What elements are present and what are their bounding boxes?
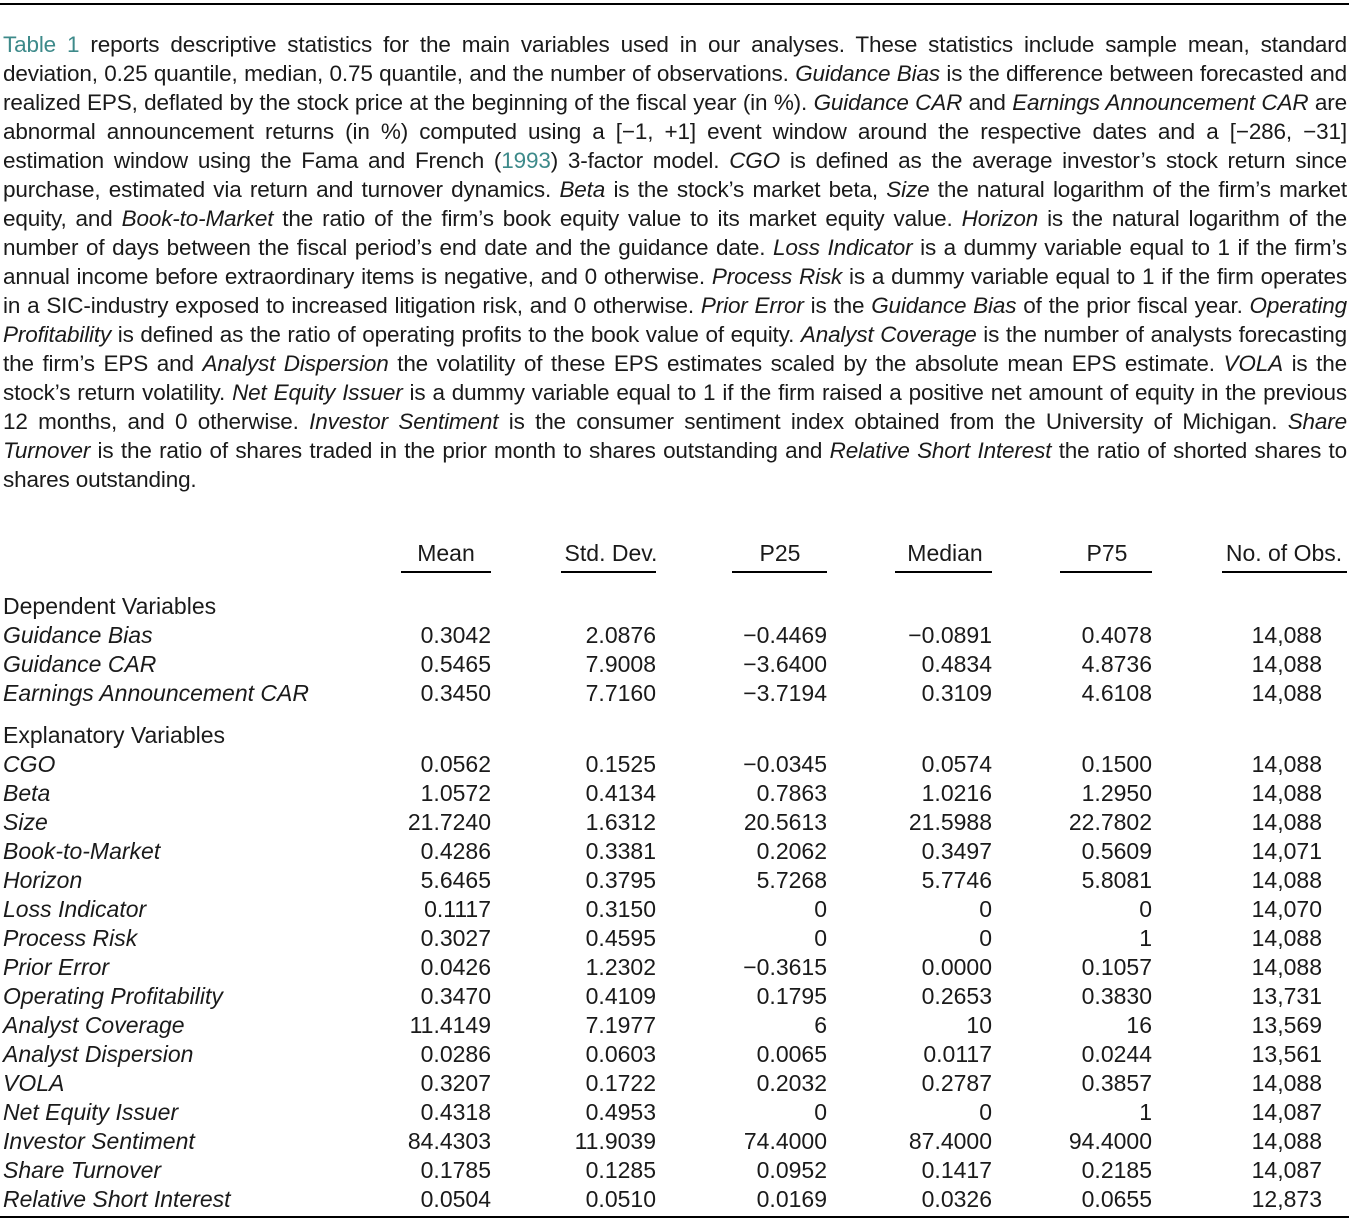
- caption-text: is a dummy variable equal to 1 if the firm operates in a SIC-industry exposed to increased litigation risk, and 0 otherwise.: [3, 264, 1347, 318]
- caption-text: ) 3-factor model.: [550, 148, 730, 173]
- cell-p25: −3.7194: [743, 680, 827, 706]
- row-label: Size: [3, 809, 48, 835]
- table-row: [0, 982, 1349, 1011]
- caption-text: and: [962, 90, 1013, 115]
- variable-name-text: Guidance Bias: [871, 293, 1017, 318]
- caption-text: is the difference between forecasted and realized EPS, deflated by the stock price at the beginning of the fiscal year (in %).: [3, 61, 1347, 115]
- citation-link[interactable]: 1993: [501, 148, 551, 173]
- caption-text: is defined as the average investor’s stock return since purchase, estimated via return and turnover dynamics.: [3, 148, 1347, 202]
- caption-text: of the prior fiscal year.: [1016, 293, 1250, 318]
- cell-p75: 16: [1126, 1012, 1152, 1038]
- variable-name-text: Earnings Announcement CAR: [1012, 90, 1309, 115]
- column-header-rule: [732, 571, 827, 573]
- row-label: CGO: [3, 751, 56, 777]
- cell-p25: −0.4469: [743, 622, 827, 648]
- column-header-rule: [401, 571, 491, 573]
- table-row: [0, 679, 1349, 708]
- caption-text: is the stock’s return volatility.: [3, 351, 1347, 405]
- cell-no-of-obs: 14,088: [1251, 867, 1322, 893]
- cell-p75: 94.4000: [1068, 1128, 1152, 1154]
- cell-std-dev: 1.2302: [585, 954, 656, 980]
- cell-p75: 4.6108: [1081, 680, 1152, 706]
- cell-mean: 21.7240: [407, 809, 491, 835]
- caption-text: is the: [803, 293, 872, 318]
- caption-text: is the number of analysts forecasting the firm’s EPS and: [3, 322, 1347, 376]
- row-label: Earnings Announcement CAR: [3, 680, 309, 706]
- cell-median: 0.3109: [921, 680, 992, 706]
- variable-name-text: Net Equity Issuer: [232, 380, 403, 405]
- cell-no-of-obs: 14,088: [1251, 780, 1322, 806]
- caption-text: reports descriptive statistics for the main variables used in our analyses. These statistics include sample mean, standard deviation, 0.25 quantile, median, 0.75 quantile, and the number of observations.: [3, 32, 1348, 86]
- caption-text: the ratio of the firm’s book equity value to its market equity value.: [273, 206, 962, 231]
- cell-std-dev: 0.1722: [585, 1070, 656, 1096]
- table-row: [0, 1185, 1349, 1214]
- cell-std-dev: 7.7160: [585, 680, 656, 706]
- section-heading: Explanatory Variables: [3, 722, 226, 748]
- cell-p75: 0.0655: [1081, 1186, 1152, 1212]
- top-rule: [0, 3, 1349, 5]
- cell-p25: −0.3615: [743, 954, 827, 980]
- cell-mean: 0.0562: [420, 751, 491, 777]
- cell-no-of-obs: 14,088: [1251, 809, 1322, 835]
- cell-p25: 0: [814, 896, 827, 922]
- variable-name-text: Guidance Bias: [795, 61, 940, 86]
- cell-p75: 0.3830: [1081, 983, 1152, 1009]
- column-header-rule: [1222, 571, 1347, 573]
- cell-p25: −3.6400: [743, 651, 827, 677]
- table-row: [0, 750, 1349, 779]
- row-label: Process Risk: [3, 925, 138, 951]
- cell-p75: 0.5609: [1081, 838, 1152, 864]
- row-label: Net Equity Issuer: [3, 1099, 179, 1125]
- cell-mean: 0.0504: [420, 1186, 491, 1212]
- cell-p75: 0.1057: [1081, 954, 1152, 980]
- cell-no-of-obs: 14,088: [1251, 651, 1322, 677]
- table-row: [0, 621, 1349, 650]
- cell-p75: 0.0244: [1081, 1041, 1152, 1067]
- caption-text: the natural logarithm of the firm’s market equity, and: [3, 177, 1347, 231]
- caption-text: is defined as the ratio of operating profits to the book value of equity.: [111, 322, 801, 347]
- cell-std-dev: 0.4595: [585, 925, 656, 951]
- cell-p75: 4.8736: [1081, 651, 1152, 677]
- cell-std-dev: 0.4109: [585, 983, 656, 1009]
- cell-p25: 0: [814, 1099, 827, 1125]
- cell-no-of-obs: 14,088: [1251, 622, 1322, 648]
- cell-p75: 22.7802: [1068, 809, 1152, 835]
- table-row: [0, 1156, 1349, 1185]
- caption-text: is the ratio of shares traded in the prior month to shares outstanding and: [90, 438, 830, 463]
- cell-std-dev: 0.0510: [585, 1186, 656, 1212]
- cell-median: 0.2787: [921, 1070, 992, 1096]
- variable-name-text: Analyst Coverage: [800, 322, 977, 347]
- variable-name-text: Share Turnover: [3, 409, 1347, 463]
- cell-std-dev: 0.4134: [585, 780, 656, 806]
- cell-mean: 0.1785: [420, 1157, 491, 1183]
- cell-p75: 0.1500: [1081, 751, 1152, 777]
- cell-p75: 0.4078: [1081, 622, 1152, 648]
- cell-p25: 0.2062: [756, 838, 827, 864]
- cell-p25: 0.7863: [756, 780, 827, 806]
- cell-mean: 84.4303: [407, 1128, 491, 1154]
- caption-body: [3, 32, 1347, 492]
- cell-std-dev: 7.1977: [585, 1012, 656, 1038]
- cell-mean: 0.4286: [420, 838, 491, 864]
- variable-name-text: VOLA: [1223, 351, 1283, 376]
- row-label: Guidance CAR: [3, 651, 157, 677]
- table-row: [0, 650, 1349, 679]
- cell-mean: 1.0572: [420, 780, 491, 806]
- cell-median: −0.0891: [908, 622, 992, 648]
- cell-no-of-obs: 12,873: [1251, 1186, 1322, 1212]
- cell-no-of-obs: 13,731: [1251, 983, 1322, 1009]
- cell-median: 0.0574: [921, 751, 992, 777]
- table-caption: [3, 30, 1347, 494]
- cell-no-of-obs: 14,088: [1251, 925, 1322, 951]
- variable-name-text: Beta: [559, 177, 606, 202]
- cell-mean: 0.3027: [420, 925, 491, 951]
- cell-median: 0.0326: [921, 1186, 992, 1212]
- variable-name-text: Operating Profitability: [3, 293, 1348, 347]
- column-header-rule: [1060, 571, 1152, 573]
- caption-text: the ratio of shorted shares to shares outstanding.: [3, 438, 1348, 492]
- variable-name-text: CGO: [729, 148, 781, 173]
- cell-no-of-obs: 14,088: [1251, 680, 1322, 706]
- cell-mean: 0.0426: [420, 954, 491, 980]
- caption-text: is a dummy variable equal to 1 if the firm’s annual income before extraordinary items is negative, and 0 otherwise.: [3, 235, 1347, 289]
- variable-name-text: Prior Error: [700, 293, 804, 318]
- column-header-p75: P75: [1086, 540, 1128, 566]
- row-label: Loss Indicator: [3, 896, 147, 922]
- cell-mean: 0.3207: [420, 1070, 491, 1096]
- row-label: Operating Profitability: [3, 983, 223, 1009]
- table-reference-link[interactable]: Table 1: [3, 32, 80, 57]
- variable-name-text: Analyst Dispersion: [202, 351, 389, 376]
- cell-median: 0.4834: [921, 651, 992, 677]
- cell-p25: 0.0169: [756, 1186, 827, 1212]
- variable-name-text: Loss Indicator: [772, 235, 913, 260]
- cell-std-dev: 0.0603: [585, 1041, 656, 1067]
- table-row: [0, 924, 1349, 953]
- cell-p75: 1.2950: [1081, 780, 1152, 806]
- cell-std-dev: 0.4953: [585, 1099, 656, 1125]
- table-row: [0, 895, 1349, 924]
- cell-no-of-obs: 14,087: [1251, 1157, 1322, 1183]
- cell-std-dev: 0.1285: [585, 1157, 656, 1183]
- cell-std-dev: 0.1525: [585, 751, 656, 777]
- variable-name-text: Process Risk: [711, 264, 843, 289]
- cell-p25: 0.1795: [756, 983, 827, 1009]
- cell-p75: 1: [1139, 1099, 1152, 1125]
- cell-mean: 0.4318: [420, 1099, 491, 1125]
- cell-p25: 0.0952: [756, 1157, 827, 1183]
- row-label: Investor Sentiment: [3, 1128, 195, 1154]
- cell-no-of-obs: 13,561: [1251, 1041, 1322, 1067]
- cell-mean: 0.0286: [420, 1041, 491, 1067]
- column-header-no-of-obs: No. of Obs.: [1225, 540, 1343, 566]
- cell-median: 0: [979, 925, 992, 951]
- cell-median: 0.1417: [921, 1157, 992, 1183]
- cell-p75: 5.8081: [1081, 867, 1152, 893]
- row-label: Guidance Bias: [3, 622, 153, 648]
- caption-text: is the stock’s market beta,: [605, 177, 887, 202]
- cell-median: 21.5988: [908, 809, 992, 835]
- column-header-median: Median: [907, 540, 983, 566]
- column-header-rule: [895, 571, 992, 573]
- cell-p75: 0.2185: [1081, 1157, 1152, 1183]
- caption-text: is the natural logarithm of the number of days between the fiscal period’s end date and the guidance date.: [3, 206, 1347, 260]
- table-row: [0, 808, 1349, 837]
- cell-p25: 6: [814, 1012, 827, 1038]
- table-row: [0, 1069, 1349, 1098]
- row-label: Book-to-Market: [3, 838, 161, 864]
- table-row: [0, 953, 1349, 982]
- variable-name-text: Investor Sentiment: [309, 409, 499, 434]
- cell-mean: 0.5465: [420, 651, 491, 677]
- cell-std-dev: 11.9039: [574, 1128, 656, 1154]
- row-label: Beta: [3, 780, 51, 806]
- bottom-rule: [0, 1216, 1349, 1218]
- cell-mean: 0.3470: [420, 983, 491, 1009]
- table-row: [0, 1098, 1349, 1127]
- cell-mean: 0.3042: [420, 622, 491, 648]
- cell-no-of-obs: 14,088: [1251, 751, 1322, 777]
- caption-text: is the consumer sentiment index obtained from the University of Michigan.: [498, 409, 1288, 434]
- table-row: [0, 866, 1349, 895]
- caption-text: are abnormal announcement returns (in %) computed using a [−1, +1] event window around the respective dates and a [−286, −31] estimation window using the Fama and French (: [3, 90, 1348, 173]
- caption-text: the volatility of these EPS estimates scaled by the absolute mean EPS estimate.: [388, 351, 1224, 376]
- cell-p25: 20.5613: [743, 809, 827, 835]
- cell-p25: 0.0065: [756, 1041, 827, 1067]
- row-label: Analyst Dispersion: [3, 1041, 194, 1067]
- row-label: Relative Short Interest: [3, 1186, 231, 1212]
- cell-p75: 0: [1139, 896, 1152, 922]
- cell-median: 0.0117: [923, 1041, 992, 1067]
- table-row: [0, 779, 1349, 808]
- cell-p25: 74.4000: [743, 1128, 827, 1154]
- cell-no-of-obs: 14,071: [1251, 838, 1322, 864]
- cell-p75: 1: [1139, 925, 1152, 951]
- variable-name-text: Relative Short Interest: [829, 438, 1052, 463]
- cell-p25: −0.0345: [743, 751, 827, 777]
- cell-median: 0.3497: [921, 838, 992, 864]
- variable-name-text: Size: [886, 177, 930, 202]
- cell-p25: 5.7268: [756, 867, 827, 893]
- cell-p75: 0.3857: [1081, 1070, 1152, 1096]
- cell-std-dev: 7.9008: [585, 651, 656, 677]
- cell-std-dev: 0.3150: [585, 896, 656, 922]
- table-row: [0, 837, 1349, 866]
- section-heading: Dependent Variables: [3, 593, 217, 619]
- cell-median: 0: [979, 1099, 992, 1125]
- cell-median: 10: [966, 1012, 992, 1038]
- variable-name-text: Book-to-Market: [121, 206, 274, 231]
- cell-p25: 0: [814, 925, 827, 951]
- cell-no-of-obs: 14,088: [1251, 954, 1322, 980]
- cell-no-of-obs: 14,087: [1251, 1099, 1322, 1125]
- cell-median: 0: [979, 896, 992, 922]
- cell-median: 5.7746: [921, 867, 992, 893]
- cell-no-of-obs: 14,088: [1251, 1070, 1322, 1096]
- variable-name-text: Guidance CAR: [813, 90, 963, 115]
- cell-std-dev: 0.3795: [585, 867, 656, 893]
- column-header-std-dev: Std. Dev.: [564, 540, 658, 566]
- row-label: Share Turnover: [3, 1157, 162, 1183]
- table-row: [0, 1011, 1349, 1040]
- cell-mean: 0.1117: [424, 896, 491, 922]
- cell-median: 0.2653: [921, 983, 992, 1009]
- row-label: Analyst Coverage: [3, 1012, 185, 1038]
- cell-no-of-obs: 14,070: [1251, 896, 1322, 922]
- cell-std-dev: 2.0876: [585, 622, 656, 648]
- row-label: Horizon: [3, 867, 83, 893]
- cell-no-of-obs: 13,569: [1251, 1012, 1322, 1038]
- row-label: Prior Error: [3, 954, 110, 980]
- column-header-rule: [561, 571, 656, 573]
- cell-median: 0.0000: [921, 954, 992, 980]
- cell-mean: 11.4149: [409, 1012, 491, 1038]
- column-header-p25: P25: [759, 540, 801, 566]
- cell-median: 87.4000: [908, 1128, 992, 1154]
- caption-text: is a dummy variable equal to 1 if the firm raised a positive net amount of equity in the previous 12 months, and 0 otherwise.: [3, 380, 1347, 434]
- row-label: VOLA: [3, 1070, 65, 1096]
- variable-name-text: Horizon: [961, 206, 1039, 231]
- cell-p25: 0.2032: [756, 1070, 827, 1096]
- cell-mean: 0.3450: [420, 680, 491, 706]
- cell-std-dev: 0.3381: [585, 838, 656, 864]
- cell-no-of-obs: 14,088: [1251, 1128, 1322, 1154]
- column-header-mean: Mean: [417, 540, 475, 566]
- cell-std-dev: 1.6312: [585, 809, 656, 835]
- table-row: [0, 1127, 1349, 1156]
- cell-mean: 5.6465: [420, 867, 491, 893]
- table-row: [0, 1040, 1349, 1069]
- cell-median: 1.0216: [921, 780, 992, 806]
